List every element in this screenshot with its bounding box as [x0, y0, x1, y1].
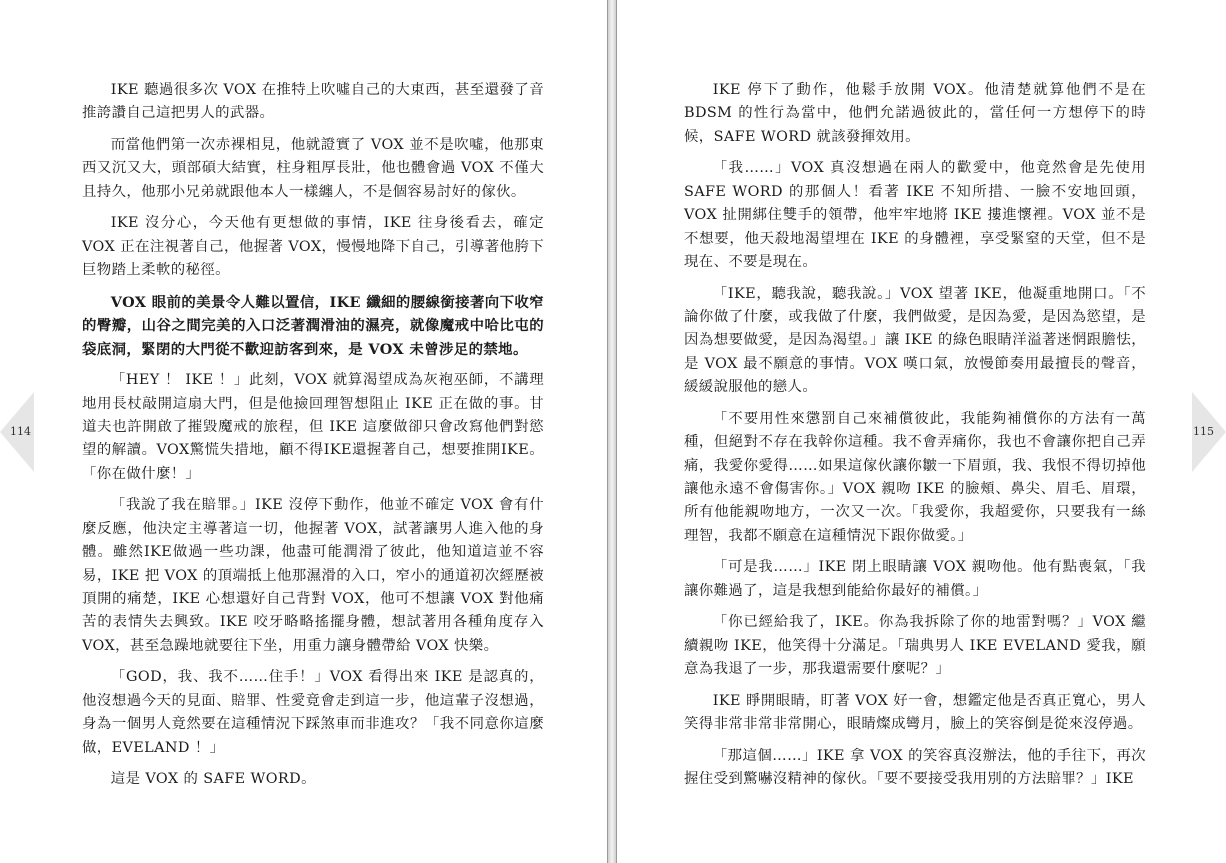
paragraph: 「你已經給我了，IKE。你為我拆除了你的地雷對嗎？」VOX 繼續親吻 IKE，他笑得十分滿足。「瑞典男人 IKE EVELAND 愛我，願意為我退了一步，那我還需要什麼呢？」 — [684, 614, 1146, 678]
paragraph: 而當他們第一次赤裸相見，他就證實了 VOX 並不是吹噓，他那東西又沉又大，頭部碩大結實，柱身粗厚長壯，他也體會過 VOX 不僅大且持久，他那小兄弟就跟他本人一樣纏人，不是個容易討好的傢伙。 — [82, 137, 544, 200]
paragraph: VOX 眼前的美景令人難以置信，IKE 纖細的腰線銜接著向下收窄的臀瓣，山谷之間完美的入口泛著潤滑油的濕亮，就像魔戒中哈比屯的袋底洞，緊閉的大門從不歡迎訪客到來，是 VOX 未曾涉足的禁地。 — [82, 293, 544, 358]
book-gutter — [608, 0, 616, 863]
paragraph: 「不要用性來懲罰自己來補償彼此，我能夠補償你的方法有一萬種，但絕對不存在我幹你這種。我不會弄痛你，我也不會讓你把自己弄痛，我愛你愛得……如果這傢伙讓你皺一下眉頭，我、我恨不得切掉他讓他永遠不會傷害你。」VOX 親吻 IKE 的臉頰、鼻尖、眉毛、眉環，所有他能親吻地方，一次又一次。「我愛你，我超愛你，只要我有一絲理智，我都不願意在這種情況下跟你做愛。」 — [684, 410, 1146, 544]
paragraph: IKE 停下了動作，他鬆手放開 VOX。他清楚就算他們不是在 BDSM 的性行為當中，他們允諾過彼此的，當任何一方想停下的時候，SAFE WORD 就該發揮效用。 — [684, 82, 1146, 145]
left-page-text — [82, 79, 544, 800]
paragraph: 「IKE，聽我說，聽我說。」VOX 望著 IKE，他凝重地開口。「不論你做了什麼，或我做了什麼，我們做愛，是因為愛，是因為慾望，是因為想要做愛，是因為渴望。」讓 IKE 的綠色眼睛洋溢著迷惘跟膽怯，是 VOX 最不願意的事情。VOX 嘆口氣，放慢節奏用最擅長的聲音，緩緩說服他的戀人。 — [684, 285, 1146, 396]
paragraph: 「HEY ！ IKE ！」此刻，VOX 就算渴望成為灰袍巫師，不講理地用長杖敲開這扇大門，但是他撿回理智想阻止 IKE 正在做的事。甘道夫也許開啟了摧毀魔戒的旅程，但 IKE 這麼做卻只會改寫他們對慾望的解讀。VOX驚慌失措地，顧不得IKE還握著自己，想要推開IKE。「你在做什麼！」 — [82, 372, 544, 482]
paragraph: 「我……」VOX 真沒想過在兩人的歡愛中，他竟然會是先使用 SAFE WORD 的那個人！看著 IKE 不知所措、一臉不安地回頭，VOX 扯開綁住雙手的領帶，他牢牢地將 IKE 摟進懷裡。VOX 並不是不想要，他天殺地渴望埋在 IKE 的身體裡，享受緊窒的天堂，但不是現在、不要是現在。 — [684, 160, 1146, 271]
paragraph: 「我說了我在賠罪。」IKE 沒停下動作，他並不確定 VOX 會有什麼反應，他決定主導著這一切，他握著 VOX，試著讓男人進入他的身體。雖然IKE做過一些功課，他盡可能潤滑了彼此，他知道這並不容易，IKE 把 VOX 的頂端抵上他那濕滑的入口，窄小的通道初次經歷被頂開的痛楚，IKE 心想還好自己背對 VOX，他可不想讓 VOX 對他痛苦的表情失去興致。IKE 咬牙略略搖擺身體，想試著用各種角度存入 VOX，甚至急躁地就要往下坐，用重力讓身體帶給 VOX 快樂。 — [82, 497, 544, 654]
paragraph: 「那這個……」IKE 拿 VOX 的笑容真沒辦法，他的手往下，再次握住受到驚嚇沒精神的傢伙。「要不要接受我用別的方法賠罪？」IKE — [684, 747, 1146, 788]
right-page-text — [684, 79, 1146, 800]
left-page — [0, 0, 608, 863]
paragraph: 這是 VOX 的 SAFE WORD。 — [110, 771, 316, 788]
paragraph: IKE 沒分心，今天他有更想做的事情，IKE 往身後看去，確定 VOX 正在注視著自己，他握著 VOX，慢慢地降下自己，引導著他胯下巨物踏上柔軟的秘徑。 — [82, 215, 544, 279]
right-page — [616, 0, 1226, 863]
paragraph: IKE 聽過很多次 VOX 在推特上吹噓自己的大東西，甚至還發了音推誇讚自己這把男人的武器。 — [82, 82, 544, 122]
paragraph: IKE 睜開眼睛，盯著 VOX 好一會，想鑑定他是否真正寬心，男人笑得非常非常非常開心，眼睛燦成彎月，臉上的笑容倒是從來沒停過。 — [684, 692, 1146, 733]
left-page-number: 114 — [10, 425, 31, 438]
right-page-number: 115 — [1193, 425, 1214, 438]
paragraph: 「可是我……」IKE 閉上眼睛讓 VOX 親吻他。他有點喪氣，「我讓你難過了，這是我想到能給你最好的補償。」 — [684, 559, 1146, 599]
paragraph: 「GOD，我、我不……住手！」VOX 看得出來 IKE 是認真的，他沒想過今天的見面、賠罪、性愛竟會走到這一步，他這輩子沒想過，身為一個男人竟然要在這種情況下踩煞車而非進攻？「我不同意你這麼做，EVELAND ！」 — [82, 669, 544, 756]
